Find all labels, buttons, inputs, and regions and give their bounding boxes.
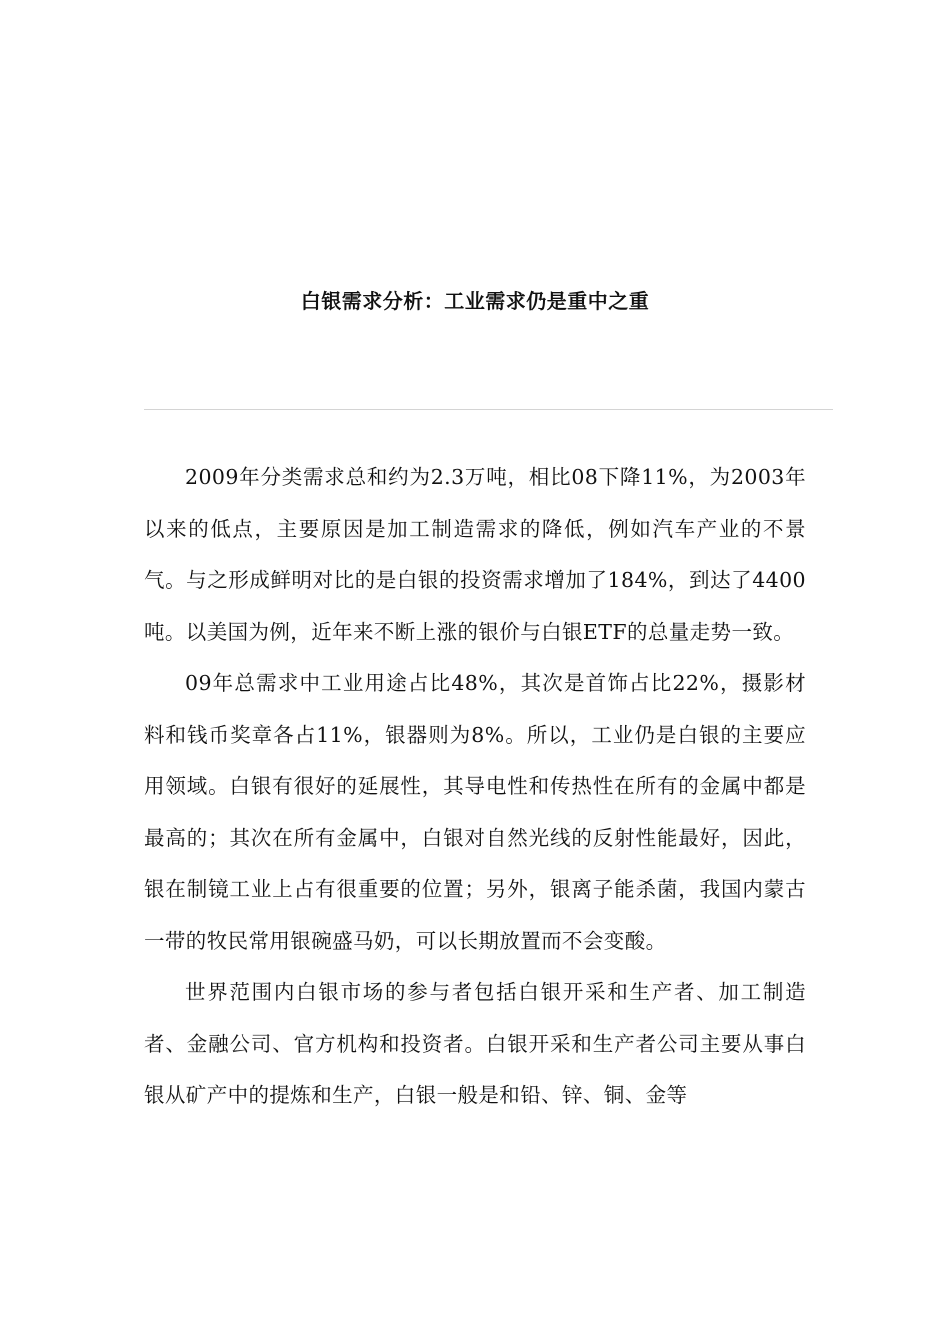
paragraph-industrial-usage: 09年总需求中工业用途占比48%，其次是首饰占比22%，摄影材料和钱币奖章各占11%，银器则为8%。所以，工业仍是白银的主要应用领域。白银有很好的延展性，其导电性和传热性在所有的金属中都是最高的；其次在所有金属中，白银对自然光线的反射性能最好，因此，银在制镜工业上占有很重要的位置；另外，银离子能杀菌，我国内蒙古一带的牧民常用银碗盛马奶，可以长期放置而不会变酸。 xyxy=(144,671,806,953)
paragraph-demand-summary: 2009年分类需求总和约为2.3万吨，相比08下降11%，为2003年以来的低点，主要原因是加工制造需求的降低，例如汽车产业的不景气。与之形成鲜明对比的是白银的投资需求增加了184%，到达了4400吨。以美国为例，近年来不断上涨的银价与白银ETF的总量走势一致。 xyxy=(144,465,806,644)
title-divider xyxy=(144,409,833,410)
document-title: 白银需求分析：工业需求仍是重中之重 xyxy=(300,289,650,313)
document-body xyxy=(144,452,806,1122)
paragraph-market-participants: 世界范围内白银市场的参与者包括白银开采和生产者、加工制造者、金融公司、官方机构和投资者。白银开采和生产者公司主要从事白银从矿产中的提炼和生产，白银一般是和铅、锌、铜、金等 xyxy=(144,980,806,1107)
